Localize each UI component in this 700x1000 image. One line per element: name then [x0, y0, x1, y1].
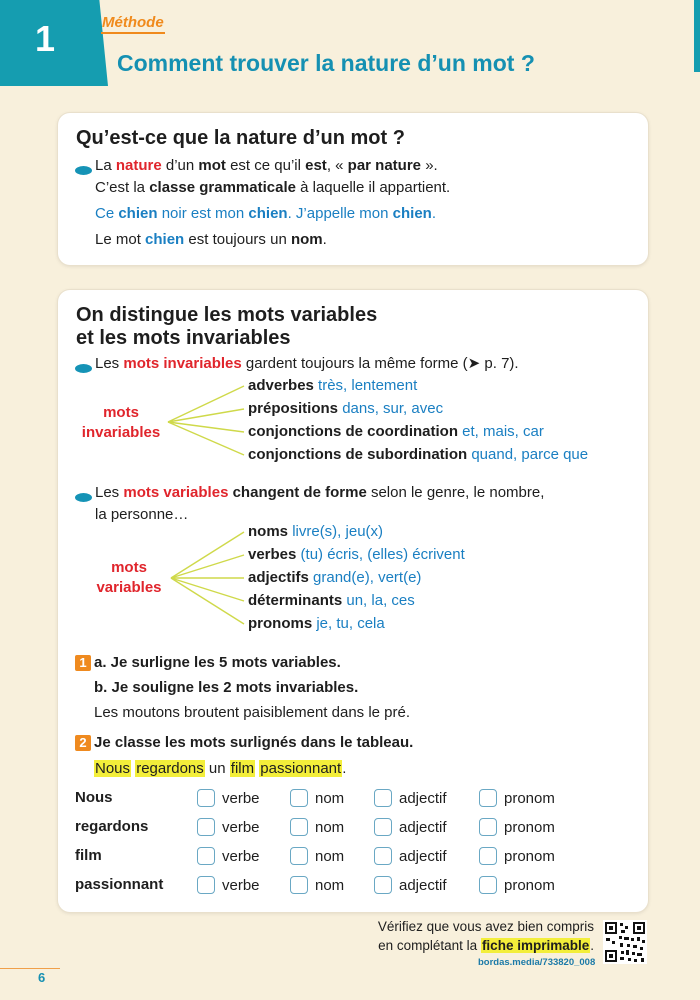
- card1-line2: C’est la classe grammaticale à laquelle il appartient.: [95, 179, 451, 196]
- bullet-icon: [75, 493, 92, 502]
- section-underline: [101, 32, 165, 34]
- exercise-2-instruction: Je classe les mots surlignés dans le tableau.: [94, 734, 414, 751]
- checkbox[interactable]: [479, 789, 497, 807]
- bullet-icon: [75, 166, 92, 175]
- qr-code-icon[interactable]: [603, 920, 647, 964]
- footer-note: Vérifiez que vous avez bien compris en complétant la fiche imprimable.: [377, 919, 594, 953]
- checkbox[interactable]: [197, 789, 215, 807]
- checkbox[interactable]: [290, 818, 308, 836]
- page-line: [0, 968, 60, 969]
- option-adjectif[interactable]: adjectif: [374, 816, 447, 838]
- media-link[interactable]: bordas.media/733820_008: [478, 957, 596, 968]
- branch-verbes: verbes (tu) écris, (elles) écrivent: [248, 546, 465, 563]
- variable-label: mots variables: [96, 559, 162, 596]
- option-pronom[interactable]: pronom: [479, 787, 555, 809]
- grid-row-film: [75, 845, 635, 867]
- option-nom[interactable]: nom: [290, 816, 344, 838]
- exercise-1-instruction-a: a. Je surligne les 5 mots variables.: [94, 654, 341, 671]
- checkbox[interactable]: [374, 876, 392, 894]
- lesson-number: 1: [34, 18, 56, 59]
- variable-intro-line2: la personne…: [95, 506, 189, 523]
- checkbox[interactable]: [197, 876, 215, 894]
- branch-noms: noms livre(s), jeu(x): [248, 523, 384, 540]
- checkbox[interactable]: [374, 818, 392, 836]
- option-adjectif[interactable]: adjectif: [374, 845, 447, 867]
- option-nom[interactable]: nom: [290, 874, 344, 896]
- option-pronom[interactable]: pronom: [479, 874, 555, 896]
- variable-intro-line1: Les mots variables changent de forme selon le genre, le nombre,: [95, 484, 545, 501]
- section-label: Méthode: [102, 14, 164, 31]
- option-nom[interactable]: nom: [290, 787, 344, 809]
- branch-coordination: conjonctions de coordination et, mais, car: [248, 423, 544, 440]
- row-word: Nous: [75, 789, 113, 806]
- printable-sheet-link[interactable]: fiche imprimable: [481, 938, 590, 953]
- exercise-2-sentence: Nous regardons un film passionnant.: [95, 760, 347, 777]
- checkbox[interactable]: [197, 847, 215, 865]
- checkbox[interactable]: [479, 876, 497, 894]
- checkbox[interactable]: [479, 847, 497, 865]
- invariable-intro: Les mots invariables gardent toujours la même forme (➤ p. 7).: [95, 355, 519, 372]
- card1-line3: Le mot chien est toujours un nom.: [95, 231, 327, 248]
- option-verbe[interactable]: verbe: [197, 787, 260, 809]
- definition-card: [58, 113, 648, 265]
- exercise-2-number: 2: [75, 735, 91, 751]
- option-verbe[interactable]: verbe: [197, 874, 260, 896]
- card1-example: Ce chien noir est mon chien. J’appelle mon chien.: [95, 205, 437, 222]
- exercise-1-instruction-b: b. Je souligne les 2 mots invariables.: [94, 679, 359, 696]
- row-word: regardons: [75, 818, 149, 835]
- grid-row-passionnant: [75, 874, 635, 896]
- card2-heading-line2: et les mots invariables: [76, 327, 291, 349]
- option-pronom[interactable]: pronom: [479, 845, 555, 867]
- branch-subordination: conjonctions de subordination quand, parce que: [248, 446, 589, 463]
- edge-strip: [694, 0, 700, 72]
- card1-heading: Qu’est-ce que la nature d’un mot ?: [76, 127, 405, 149]
- branch-adjectifs: adjectifs grand(e), vert(e): [248, 569, 422, 586]
- option-adjectif[interactable]: adjectif: [374, 787, 447, 809]
- page-number: 6: [38, 970, 46, 985]
- checkbox[interactable]: [479, 818, 497, 836]
- branch-adverbes: adverbes très, lentement: [248, 377, 418, 394]
- invariable-label: mots invariables: [81, 404, 161, 441]
- checkbox[interactable]: [290, 847, 308, 865]
- checkbox[interactable]: [197, 818, 215, 836]
- branch-pronoms: pronoms je, tu, cela: [248, 615, 385, 632]
- page-title: Comment trouver la nature d’un mot ?: [117, 50, 535, 76]
- grid-row-regardons: [75, 816, 635, 838]
- option-nom[interactable]: nom: [290, 845, 344, 867]
- checkbox[interactable]: [374, 789, 392, 807]
- option-verbe[interactable]: verbe: [197, 816, 260, 838]
- branch-determinants: déterminants un, la, ces: [248, 592, 415, 609]
- branch-prepositions: prépositions dans, sur, avec: [248, 400, 444, 417]
- exercise-1-sentence[interactable]: Les moutons broutent paisiblement dans le pré.: [94, 704, 411, 721]
- option-verbe[interactable]: verbe: [197, 845, 260, 867]
- option-adjectif[interactable]: adjectif: [374, 874, 447, 896]
- card2-heading-line1: On distingue les mots variables: [76, 304, 378, 326]
- checkbox[interactable]: [374, 847, 392, 865]
- option-pronom[interactable]: pronom: [479, 816, 555, 838]
- checkbox[interactable]: [290, 876, 308, 894]
- checkbox[interactable]: [290, 789, 308, 807]
- grid-row-nous: [75, 787, 635, 809]
- exercise-1-number: 1: [75, 655, 91, 671]
- row-word: passionnant: [75, 876, 164, 893]
- row-word: film: [75, 847, 102, 864]
- card1-line1: La nature d’un mot est ce qu’il est, « par nature ».: [95, 157, 438, 174]
